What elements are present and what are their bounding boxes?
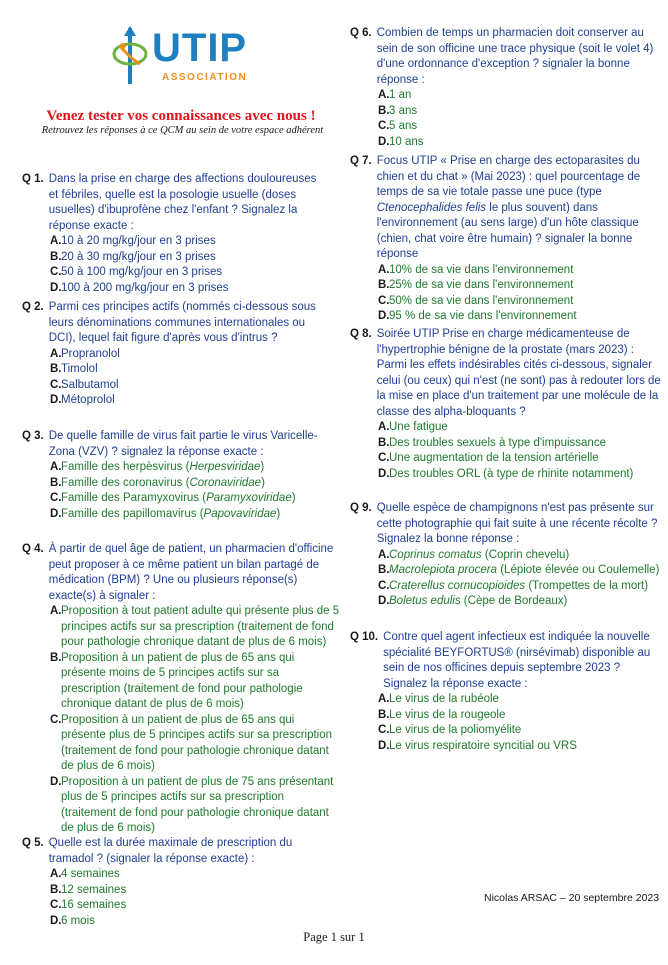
option-c[interactable]: C. Proposition à un patient de plus de 65 ans qui présente plus de 5 principes actifs sur sa prescription (traitement de fond pour pathologie chronique datant de plus de 6 mois) bbox=[50, 713, 333, 772]
question-text: À partir de quel âge de patient, un pharmacien d'officine peut proposer à ce même patient un bilan partagé de médication (BPM) ? Une ou plusieurs réponse(s) exacte(s) à signaler : bbox=[48, 543, 334, 602]
question-9 bbox=[350, 501, 662, 610]
question-number: Q 4. bbox=[22, 543, 44, 555]
question-text: Soirée UTIP Prise en charge médicamenteuse de l'hypertrophie bénigne de la prostate (mars 2023) : Parmi les effets indésirables cités ci-dessous, signaler celui (ou ceux) qui n'est (ne sont) pas à redouter lors de la mise en place d'un traitement par une molécule de la classe des alpha-bloquants ? bbox=[376, 328, 661, 418]
option-a[interactable]: A. Le virus de la rubéole bbox=[378, 693, 499, 705]
option-b[interactable]: B. Timolol bbox=[50, 363, 98, 375]
question-6 bbox=[350, 26, 662, 150]
question-text: Focus UTIP « Prise en charge des ectoparasites du chien et du chat » (Mai 2023) : quel pourcentage de temps de sa vie totale passe une puce (type Ctenocephalides felis le plus souvent) dans l'environnement (au sens large) d'un hôte classique (chien, chat voire être humain) ? signaler la bonne réponse bbox=[376, 155, 641, 260]
option-a[interactable]: A. Coprinus comatus (Coprin chevelu) bbox=[378, 548, 570, 561]
option-a[interactable]: A. 10 à 20 mg/kg/jour en 3 prises bbox=[50, 235, 216, 247]
option-c[interactable]: C. 5 ans bbox=[378, 120, 418, 132]
logo-subtitle: ASSOCIATION bbox=[162, 72, 248, 83]
option-b[interactable]: B. 25% de sa vie dans l'environnement bbox=[378, 279, 574, 291]
question-text: De quelle famille de virus fait partie le virus Varicelle-Zona (VZV) ? signalez la réponse exacte : bbox=[48, 430, 318, 458]
question-number: Q 5. bbox=[22, 837, 44, 849]
option-b[interactable]: B. 12 semaines bbox=[50, 883, 127, 896]
option-c[interactable]: C. Une augmentation de la tension artérielle bbox=[378, 452, 599, 464]
option-d[interactable]: D. Famille des papillomavirus (Papovaviridae) bbox=[50, 507, 281, 520]
option-c[interactable]: C. 50% de sa vie dans l'environnement bbox=[378, 294, 574, 307]
question-number: Q 10. bbox=[350, 631, 379, 643]
question-number: Q 3. bbox=[22, 430, 44, 442]
headline: Venez tester vos connaissances avec nous ! bbox=[46, 108, 316, 124]
option-d[interactable]: D. Boletus edulis (Cèpe de Bordeaux) bbox=[378, 595, 568, 607]
question-4 bbox=[22, 542, 340, 837]
question-text: Quelle espèce de champignons n'est pas présente sur cette photographie qui fait suite à une récente récolte ? Signalez la bonne réponse : bbox=[376, 502, 658, 545]
question-text: Dans la prise en charge des affections douloureuses et fébriles, quelle est la posologie usuelle (doses usuelles) d'ibuprofène chez l'enfant ? Signalez la réponse exacte : bbox=[48, 173, 317, 232]
utip-emblem-icon bbox=[110, 24, 150, 86]
question-text: Parmi ces principes actifs (nommés ci-dessous sous leurs dénominations communes internationales ou DCI), lequel fait figure d'après vous d'intrus ? bbox=[48, 301, 316, 344]
option-d[interactable]: D. 95 % de sa vie dans l'environnement bbox=[378, 310, 577, 322]
option-b[interactable]: B. Le virus de la rougeole bbox=[378, 708, 506, 721]
option-c[interactable]: C. Craterellus cornucopioides (Trompettes de la mort) bbox=[378, 579, 649, 592]
option-b[interactable]: B. 3 ans bbox=[378, 104, 418, 117]
question-number: Q 6. bbox=[350, 27, 372, 39]
signature: Nicolas ARSAC – 20 septembre 2023 bbox=[484, 892, 660, 904]
question-1 bbox=[22, 172, 322, 296]
question-8 bbox=[350, 327, 662, 482]
question-number: Q 8. bbox=[350, 328, 372, 340]
option-a[interactable]: A. Propranolol bbox=[50, 347, 120, 360]
option-b[interactable]: B. Proposition à un patient de plus de 65 ans qui présente moins de 5 principes actifs sur sa prescription (traitement de fond pour pathologie chronique datant de plus de 6 mois) bbox=[50, 651, 303, 710]
option-d[interactable]: D. Le virus respiratoire syncitial ou VRS bbox=[378, 739, 577, 752]
question-7 bbox=[350, 154, 662, 325]
question-2 bbox=[22, 300, 327, 409]
question-text: Quelle est la durée maximale de prescription du tramadol ? (signaler la réponse exacte) : bbox=[48, 837, 293, 865]
option-c[interactable]: C. Salbutamol bbox=[50, 378, 119, 391]
question-number: Q 9. bbox=[350, 502, 372, 514]
question-text: Combien de temps un pharmacien doit conserver au sein de son officine une trace physique (soit le volet 4) d'une ordonnance d'exception ? signaler la bonne réponse : bbox=[376, 27, 654, 86]
option-d[interactable]: D. 6 mois bbox=[50, 914, 95, 927]
option-d[interactable]: D. Des troubles ORL (à type de rhinite notamment) bbox=[378, 467, 634, 480]
utip-logo bbox=[110, 22, 250, 90]
option-b[interactable]: B. Des troubles sexuels à type d'impuissance bbox=[378, 436, 606, 449]
option-d[interactable]: D. 10 ans bbox=[378, 135, 424, 148]
option-a[interactable]: A. 10% de sa vie dans l'environnement bbox=[378, 263, 574, 276]
option-c[interactable]: C. Famille des Paramyxovirus (Paramyxoviridae) bbox=[50, 492, 296, 504]
option-c[interactable]: C. 16 semaines bbox=[50, 899, 127, 911]
option-c[interactable]: C. Le virus de la poliomyélite bbox=[378, 724, 522, 736]
page-number: Page 1 sur 1 bbox=[303, 930, 365, 944]
option-c[interactable]: C. 50 à 100 mg/kg/jour en 3 prises bbox=[50, 266, 223, 278]
question-10 bbox=[350, 630, 662, 754]
option-b[interactable]: B. Macrolepiota procera (Lépiote élevée ou Coulemelle) bbox=[378, 564, 660, 576]
question-number: Q 2. bbox=[22, 301, 44, 313]
option-d[interactable]: D. Métoprolol bbox=[50, 394, 115, 406]
option-a[interactable]: A. Une fatigue bbox=[378, 421, 448, 433]
question-number: Q 1. bbox=[22, 173, 44, 185]
question-5 bbox=[22, 836, 340, 929]
option-b[interactable]: B. 20 à 30 mg/kg/jour en 3 prises bbox=[50, 250, 216, 263]
subline: Retrouvez les réponses à ce QCM au sein de votre espace adhérent bbox=[41, 125, 324, 136]
option-b[interactable]: B. Famille des coronavirus (Coronaviridae) bbox=[50, 476, 265, 489]
question-3 bbox=[22, 429, 327, 522]
question-text: Contre quel agent infectieux est indiquée la nouvelle spécialité BEYFORTUS® (nirsévimab) disponible au sein de nos officines depuis septembre 2023 ? Signalez la réponse exacte : bbox=[383, 631, 651, 690]
option-d[interactable]: D. Proposition à un patient de plus de 75 ans présentant plus de 5 principes actifs sur sa prescription (traitement de fond pour pathologie chronique datant de plus de 6 mois) bbox=[50, 775, 334, 834]
option-a[interactable]: A. 4 semaines bbox=[50, 868, 120, 880]
option-a[interactable]: A. Proposition à tout patient adulte qui présente plus de 5 principes actifs sur sa prescription (traitement de fond pour pathologie chronique datant de plus de 6 mois) bbox=[50, 605, 340, 648]
option-d[interactable]: D. 100 à 200 mg/kg/jour en 3 prises bbox=[50, 281, 229, 294]
option-a[interactable]: A. 1 an bbox=[378, 89, 412, 101]
logo-wordmark: UTIP bbox=[152, 26, 248, 70]
question-number: Q 7. bbox=[350, 155, 372, 167]
option-a[interactable]: A. Famille des herpèsvirus (Herpesviridae) bbox=[50, 461, 265, 473]
